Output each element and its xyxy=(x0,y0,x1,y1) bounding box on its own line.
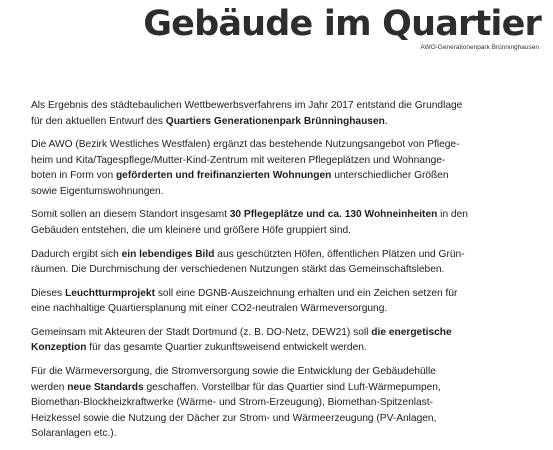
text-line xyxy=(31,262,531,278)
bold-text: Konzeption xyxy=(31,342,87,354)
text-line xyxy=(31,184,531,200)
text-line xyxy=(31,380,531,396)
body-text xyxy=(31,98,531,450)
bold-text: Leuchtturmprojekt xyxy=(64,287,155,299)
text-line xyxy=(31,223,531,239)
text-segment: boten in Form von xyxy=(31,170,116,182)
bold-text: neue Standards xyxy=(67,381,144,393)
text-line xyxy=(31,168,531,184)
text-segment: in den xyxy=(437,209,468,221)
text-line xyxy=(31,325,531,341)
paragraph xyxy=(31,207,531,238)
text-line xyxy=(31,153,531,169)
text-line xyxy=(31,114,531,130)
text-segment: werden xyxy=(31,381,68,393)
text-segment: aus geschützten Höfen, öffentlichen Plätzen und Grün- xyxy=(214,248,465,260)
text-line xyxy=(31,286,531,302)
text-segment: Dieses xyxy=(31,287,65,299)
text-segment: eine nachhaltige Quartiersplanung mit einer CO2-neutralen Wärmeversorgung. xyxy=(31,303,388,315)
bold-text: ein lebendiges Bild xyxy=(121,248,215,260)
text-segment: Gemeinsam mit Akteuren der Stadt Dortmund (z. B. DO-Netz, DEW21) soll xyxy=(31,326,372,338)
text-segment: heim und Kita/Tagespflege/Mutter-Kind-Zentrum mit weiteren Pflegeplätzen und Wohnange- xyxy=(31,154,446,166)
text-segment: unterschiedlicher Größen xyxy=(331,170,449,182)
bold-text: 30 Pflegeplätze und ca. 130 Wohneinheiten xyxy=(229,209,438,221)
paragraph xyxy=(31,286,531,317)
paragraph xyxy=(31,98,531,129)
text-segment: Somit sollen an diesem Standort insgesamt xyxy=(31,209,230,221)
text-line xyxy=(31,137,531,153)
text-segment: für den aktuellen Entwurf des xyxy=(31,115,166,127)
paragraph xyxy=(31,247,531,278)
page-title: Gebäude im Quartier xyxy=(143,4,541,44)
text-segment: geschaffen. Vorstellbar für das Quartier sind Luft-Wärmepumpen, xyxy=(143,381,441,393)
text-line xyxy=(31,247,531,263)
text-segment: Biomethan-Blockheizkraftwerke (Wärme- und Strom-Erzeugung), Biomethan-Spitzenlast- xyxy=(31,397,433,409)
text-segment: Heizkessel sowie die Nutzung der Dächer zur Strom- und Wärmeerzeugung (PV-Anlagen, xyxy=(31,412,437,424)
text-line xyxy=(31,395,531,411)
bold-text: geförderten und freifinanzierten Wohnungen xyxy=(115,170,332,182)
text-segment: Für die Wärmeversorgung, die Stromversorgung sowie die Entwicklung der Gebäudehülle xyxy=(31,366,436,378)
text-segment: . xyxy=(384,115,388,127)
text-segment: Dadurch ergibt sich xyxy=(31,248,122,260)
text-line xyxy=(31,340,531,356)
bold-text: Quartiers Generationenpark Brünninghausen xyxy=(165,115,385,127)
text-line xyxy=(31,207,531,223)
text-segment: Als Ergebnis des städtebaulichen Wettbewerbsverfahrens im Jahr 2017 entstand die Grundlage xyxy=(31,100,463,111)
text-segment: sowie Eigentumswohnungen. xyxy=(31,185,164,197)
text-segment: soll eine DGNB-Auszeichnung erhalten und ein Zeichen setzen für xyxy=(154,287,458,299)
text-segment: Die AWO (Bezirk Westliches Westfalen) ergänzt das bestehende Nutzungsangebot von Pflege- xyxy=(31,139,460,151)
text-line xyxy=(31,301,531,317)
bold-text: die energetische xyxy=(371,326,452,338)
paragraph xyxy=(31,325,531,356)
paragraph xyxy=(31,137,531,199)
text-line xyxy=(31,426,531,442)
text-line xyxy=(31,411,531,427)
page-subtitle: AWO-Generationenpark Brünninghausen xyxy=(420,44,539,51)
text-segment: räumen. Die Durchmischung der verschiedenen Nutzungen stärkt das Gemeinschaftsleben. xyxy=(31,264,445,276)
text-line xyxy=(31,98,531,114)
text-line xyxy=(31,364,531,380)
text-segment: Gebäuden entstehen, die um kleinere und größere Höfe gruppiert sind. xyxy=(31,224,351,236)
page-header xyxy=(121,2,541,52)
text-segment: für das gesamte Quartier zukunftsweisend entwickelt werden. xyxy=(86,342,367,354)
paragraph xyxy=(31,364,531,442)
text-segment: Solaranlagen etc.). xyxy=(31,428,117,440)
